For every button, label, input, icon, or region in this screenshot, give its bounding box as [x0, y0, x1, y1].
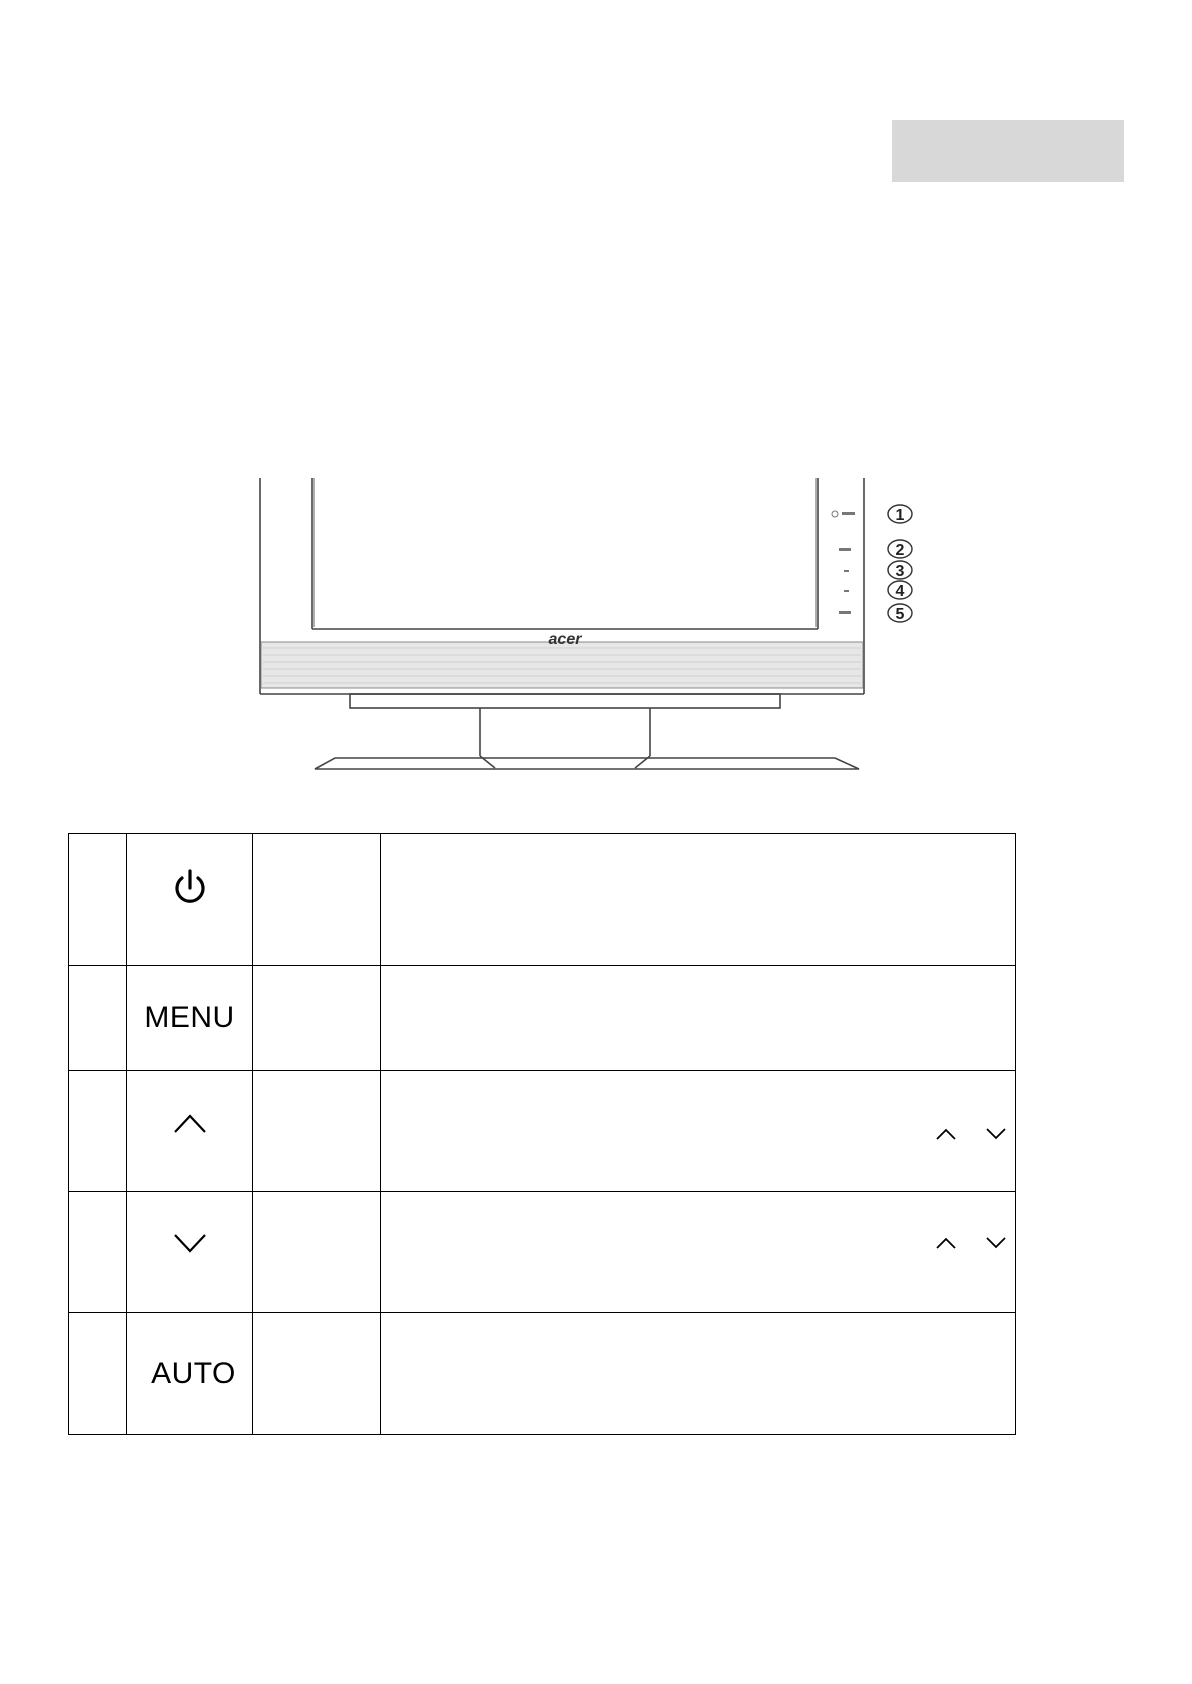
- control-number: [69, 1192, 127, 1313]
- table-row: [69, 1313, 1016, 1435]
- callout-2: [888, 540, 912, 559]
- chevron-down-icon: [985, 1236, 1007, 1250]
- control-number: [69, 966, 127, 1071]
- callout-4: [888, 581, 912, 600]
- control-description: [381, 834, 1016, 966]
- chevron-down-icon: [985, 1127, 1007, 1141]
- svg-text:5: 5: [895, 606, 905, 623]
- control-name: [253, 1071, 381, 1192]
- svg-text:3: 3: [895, 563, 905, 580]
- control-description: [381, 1071, 1016, 1192]
- chevron-up-icon: [935, 1236, 957, 1250]
- control-number: [69, 834, 127, 966]
- table-row: [69, 834, 1016, 966]
- auto-button-label: AUTO: [151, 1356, 236, 1390]
- svg-text:1: 1: [895, 507, 905, 524]
- section-header-box: [892, 120, 1124, 182]
- control-name: [253, 966, 381, 1071]
- control-number: [69, 1071, 127, 1192]
- control-name: [253, 1313, 381, 1435]
- brand-logo: acer: [548, 631, 582, 648]
- svg-text:2: 2: [895, 542, 905, 559]
- svg-text:4: 4: [895, 583, 905, 600]
- callout-3: [888, 561, 912, 580]
- chevron-up-icon: [935, 1127, 957, 1141]
- control-name: [253, 834, 381, 966]
- callout-1: [888, 505, 912, 524]
- power-icon: [169, 867, 211, 909]
- control-number: [69, 1313, 127, 1435]
- control-description: [381, 966, 1016, 1071]
- control-description: [381, 1313, 1016, 1435]
- control-name: [253, 1192, 381, 1313]
- table-row: [69, 1192, 1016, 1313]
- table-row: [69, 966, 1016, 1071]
- table-row: [69, 1071, 1016, 1192]
- callout-5: [888, 604, 912, 623]
- front-panel-controls-table: [68, 833, 1016, 1435]
- monitor-front-illustration: [255, 476, 930, 771]
- chevron-down-icon: [172, 1232, 208, 1256]
- chevron-up-icon: [172, 1111, 208, 1135]
- menu-button-label: MENU: [144, 1001, 235, 1034]
- control-description: [381, 1192, 1016, 1313]
